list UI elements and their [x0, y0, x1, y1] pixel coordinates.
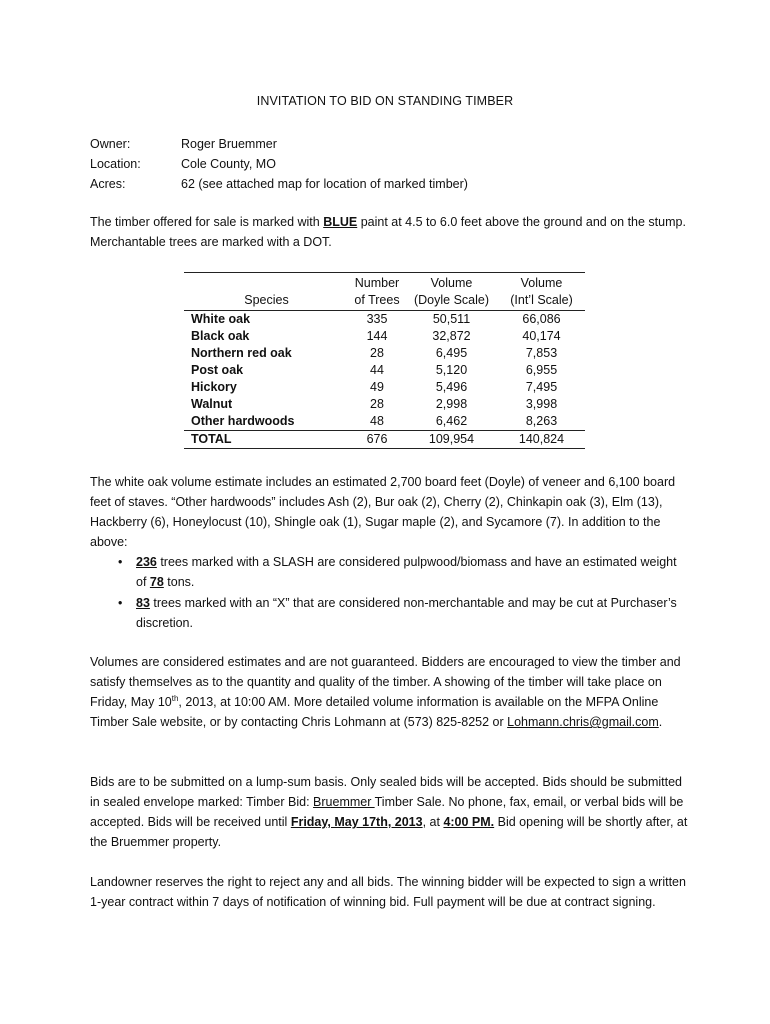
list-item	[118, 593, 678, 633]
info-row-location	[90, 154, 468, 174]
table-row	[184, 379, 585, 396]
cell-intl: 8,263	[525, 414, 558, 428]
table-row	[184, 413, 585, 431]
text-span: The timber offered for sale is marked with	[90, 215, 324, 229]
info-label: Acres:	[90, 177, 126, 191]
bidding-paragraph	[90, 772, 690, 852]
cell-intl: 6,955	[525, 363, 558, 377]
cell-intl: 140,824	[498, 431, 585, 449]
marking-paragraph	[90, 212, 690, 252]
cell-number: 48	[370, 414, 384, 428]
text-span: Bid opening will be shortly after, at the Bruemmer property.	[90, 815, 688, 849]
ordinal-suffix: th	[171, 693, 179, 703]
cell-species: Post oak	[191, 363, 244, 377]
cell-doyle: 50,511	[432, 312, 471, 326]
header-number: Number of Trees	[349, 273, 405, 311]
cell-doyle: 32,872	[432, 329, 471, 343]
cell-doyle: 109,954	[405, 431, 498, 449]
cell-doyle: 5,496	[435, 380, 468, 394]
cell-number: 144	[366, 329, 388, 343]
cell-species: Northern red oak	[191, 346, 292, 360]
text-span: trees marked with an “X” that are considered non-merchantable and may be cut at Purchaser’s discretion.	[136, 596, 677, 630]
email-link[interactable]: Lohmann.chris@gmail.com	[507, 715, 659, 729]
text-span: tons.	[163, 575, 195, 589]
additional-trees-list	[118, 552, 678, 634]
cell-species: Other hardwoods	[191, 414, 295, 428]
text-span: , at	[422, 815, 444, 829]
info-label: Owner:	[90, 137, 131, 151]
table-row	[184, 362, 585, 379]
document-title: INVITATION TO BID ON STANDING TIMBER	[256, 94, 514, 108]
property-info	[90, 134, 468, 194]
table-total-row	[184, 431, 585, 449]
cell-number: 49	[370, 380, 384, 394]
cell-species: Black oak	[191, 329, 250, 343]
table-row	[184, 311, 585, 329]
cell-number: 335	[366, 312, 388, 326]
terms-paragraph: Landowner reserves the right to reject any and all bids. The winning bidder will be expected to sign a written 1-year contract within 7 days of notification of winning bid. Full payment will be due at contract signing.	[90, 875, 686, 909]
cell-doyle: 6,462	[435, 414, 468, 428]
table-row	[184, 328, 585, 345]
info-value: Roger Bruemmer	[181, 137, 277, 151]
text-span: paint at 4.5 to 6.0 feet above the ground and on the stump. Merchantable trees are marked with a DOT.	[90, 215, 686, 249]
cell-intl: 66,086	[522, 312, 561, 326]
cell-species: Walnut	[191, 397, 233, 411]
cell-species: TOTAL	[184, 431, 349, 449]
volume-notes-paragraph: The white oak volume estimate includes an estimated 2,700 board feet (Doyle) of veneer and 6,100 board feet of staves. “Other hardwoods” includes Ash (2), Bur oak (2), Cherry (2), Chinkapin oak (3), Elm (13), Hackberry (6), Honeylocust (10), Shingle oak (1), Sugar maple (2), and Sycamore (7). In addition to the above:	[90, 475, 676, 549]
header-doyle: Volume (Doyle Scale)	[405, 273, 498, 311]
header-species: Species	[184, 273, 349, 311]
cell-number: 44	[370, 363, 384, 377]
paint-color: BLUE	[323, 215, 358, 229]
table-header-row	[184, 273, 585, 311]
cell-species: White oak	[191, 312, 251, 326]
info-row-owner	[90, 134, 468, 154]
timber-volume-table	[184, 272, 585, 449]
text-span: trees marked with a SLASH are considered pulpwood/biomass and have an estimated weight of	[136, 555, 677, 589]
cell-intl: 7,495	[525, 380, 558, 394]
cell-doyle: 5,120	[435, 363, 468, 377]
cell-doyle: 2,998	[435, 397, 468, 411]
cell-intl: 40,174	[522, 329, 561, 343]
pulpwood-count: 236	[136, 555, 157, 569]
text-span: .	[658, 715, 663, 729]
text-span: Volumes are considered estimates and are not guaranteed. Bidders are encouraged to view the timber and satisfy themselves as to the quantity and quality of the timber. A showing of the timber will take place on Friday, May 10	[90, 655, 681, 709]
cell-intl: 3,998	[525, 397, 558, 411]
text-span: Timber Sale. No phone, fax, email, or verbal bids will be accepted. Bids will be received until	[90, 795, 684, 829]
text-span: Bids are to be submitted on a lump-sum basis. Only sealed bids will be accepted. Bids should be submitted in sealed envelope marked: Timber Bid:	[90, 775, 682, 809]
non-merchantable-count: 83	[136, 596, 150, 610]
table-row	[184, 345, 585, 362]
cell-species: Hickory	[191, 380, 237, 394]
showing-paragraph	[90, 652, 690, 732]
info-value: Cole County, MO	[181, 157, 276, 171]
bid-deadline-date: Friday, May 17th, 2013	[290, 815, 423, 829]
cell-number: 28	[370, 346, 384, 360]
cell-intl: 7,853	[525, 346, 558, 360]
bid-deadline-time: 4:00 PM.	[443, 815, 495, 829]
list-item	[118, 552, 678, 592]
cell-number: 676	[349, 431, 405, 449]
info-value: 62 (see attached map for location of marked timber)	[181, 177, 468, 191]
info-label: Location:	[90, 157, 141, 171]
info-row-acres	[90, 174, 468, 194]
header-intl: Volume (Int’l Scale)	[498, 273, 585, 311]
cell-number: 28	[370, 397, 384, 411]
bullet-icon: •	[118, 596, 123, 610]
bullet-icon: •	[118, 555, 123, 569]
table-row	[184, 396, 585, 413]
text-span: , 2013, at 10:00 AM. More detailed volume information is available on the MFPA Online Timber Sale website, or by contacting Chris Lohmann at (573) 825-8252 or	[90, 695, 659, 729]
owner-name: Bruemmer	[313, 795, 375, 809]
cell-doyle: 6,495	[435, 346, 468, 360]
pulpwood-weight: 78	[149, 575, 164, 589]
